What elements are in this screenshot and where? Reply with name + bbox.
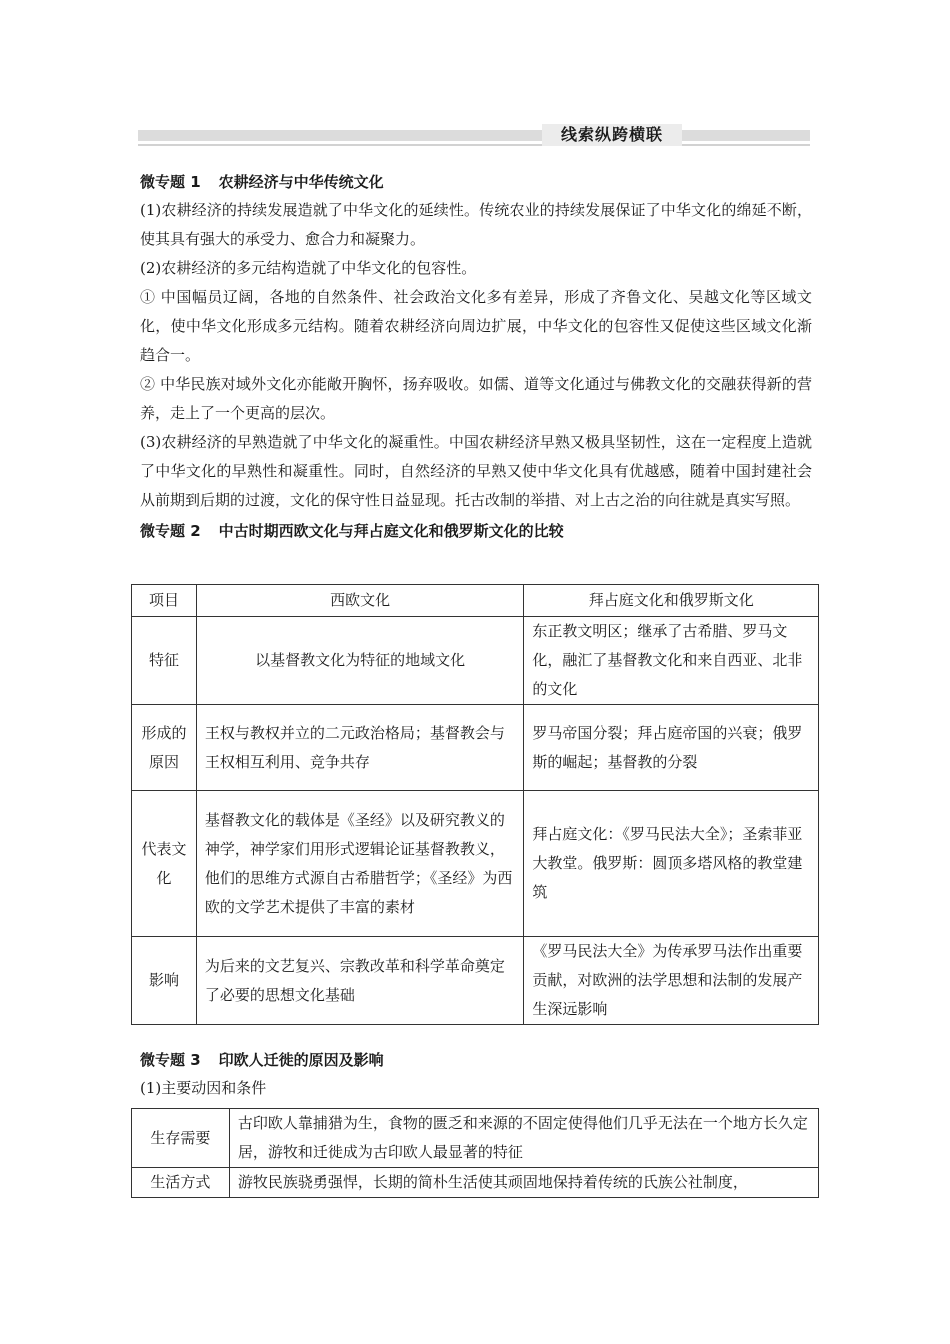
topic1-section [140, 168, 812, 545]
topic3-heading [140, 1046, 812, 1074]
topic1-paragraph: (2)农耕经济的多元结构造就了中华文化的包容性。 [140, 259, 477, 277]
row-label: 特征 [132, 617, 197, 705]
east-cell: 《罗马民法大全》为传承罗马法作出重要贡献，对欧洲的法学思想和法制的发展产生深远影响 [524, 937, 819, 1025]
section-banner [138, 124, 810, 148]
topic2-title: 中古时期西欧文化与拜占庭文化和俄罗斯文化的比较 [218, 522, 564, 540]
east-cell: 拜占庭文化：《罗马民法大全》；圣索菲亚大教堂。俄罗斯：圆顶多塔风格的教堂建筑 [524, 791, 819, 937]
banner-bar [138, 130, 810, 141]
table-row [132, 1109, 819, 1168]
header-east: 拜占庭文化和俄罗斯文化 [524, 585, 819, 617]
row-label: 影响 [132, 937, 197, 1025]
banner-underline [138, 144, 810, 146]
table-header-row [132, 585, 819, 617]
topic3-title: 印欧人迁徙的原因及影响 [218, 1051, 384, 1069]
topic1-paragraph: (3)农耕经济的早熟造就了中华文化的凝重性。中国农耕经济早熟又极具坚韧性，这在一定程度上造就了中华文化的早熟性和凝重性。同时，自然经济的早熟又使中华文化具有优越感，随着中国封建社会从前期到后期的过渡，文化的保守性日益显现。托古改制的举措、对上古之治的向往就是真实写照。 [140, 433, 812, 509]
west-cell: 为后来的文艺复兴、宗教改革和科学革命奠定了必要的思想文化基础 [196, 937, 523, 1025]
east-cell: 东正教文明区；继承了古希腊、罗马文化，融汇了基督教文化和来自西亚、北非的文化 [524, 617, 819, 705]
topic2-heading [140, 517, 812, 545]
banner-title: 线索纵跨横联 [542, 124, 682, 146]
row-text: 古印欧人靠捕猎为生，食物的匮乏和来源的不固定使得他们几乎无法在一个地方长久定居，游牧和迁徙成为古印欧人最显著的特征 [229, 1109, 818, 1168]
header-west: 西欧文化 [196, 585, 523, 617]
header-item: 项目 [132, 585, 197, 617]
topic3-number: 微专题 3 [140, 1051, 201, 1069]
row-label: 代表文化 [132, 791, 197, 937]
topic1-paragraph: (1)农耕经济的持续发展造就了中华文化的延续性。传统农业的持续发展保证了中华文化的绵延不断，使其具有强大的承受力、愈合力和凝聚力。 [140, 201, 812, 248]
west-cell: 基督教文化的载体是《圣经》以及研究教义的神学，神学家们用形式逻辑论证基督教教义，他们的思维方式源自古希腊哲学；《圣经》为西欧的文学艺术提供了丰富的素材 [196, 791, 523, 937]
topic1-title: 农耕经济与中华传统文化 [218, 173, 384, 191]
table-row [132, 791, 819, 937]
topic1-number: 微专题 1 [140, 173, 201, 191]
row-label: 生活方式 [132, 1168, 230, 1198]
migration-table [131, 1108, 819, 1198]
table-row [132, 705, 819, 791]
row-label: 形成的原因 [132, 705, 197, 791]
east-cell: 罗马帝国分裂；拜占庭帝国的兴衰；俄罗斯的崛起；基督教的分裂 [524, 705, 819, 791]
table-row [132, 937, 819, 1025]
topic2-number: 微专题 2 [140, 522, 201, 540]
topic1-paragraph: ① 中国幅员辽阔，各地的自然条件、社会政治文化多有差异，形成了齐鲁文化、吴越文化等区域文化，使中华文化形成多元结构。随着农耕经济向周边扩展，中华文化的包容性又促使这些区域文化渐趋合一。 [140, 288, 812, 364]
row-text: 游牧民族骁勇强悍，长期的简朴生活使其顽固地保持着传统的氏族公社制度， [229, 1168, 818, 1198]
table-row [132, 1168, 819, 1198]
topic1-paragraph: ② 中华民族对域外文化亦能敞开胸怀，扬弃吸收。如儒、道等文化通过与佛教文化的交融获得新的营养，走上了一个更高的层次。 [140, 375, 812, 422]
west-cell: 王权与教权并立的二元政治格局；基督教会与王权相互利用、竞争共存 [196, 705, 523, 791]
topic3-subheading: (1)主要动因和条件 [140, 1079, 267, 1097]
table-row [132, 617, 819, 705]
topic1-heading [140, 168, 812, 196]
west-cell: 以基督教文化为特征的地域文化 [196, 617, 523, 705]
topic3-section [140, 1046, 812, 1103]
row-label: 生存需要 [132, 1109, 230, 1168]
comparison-table [131, 584, 819, 1025]
